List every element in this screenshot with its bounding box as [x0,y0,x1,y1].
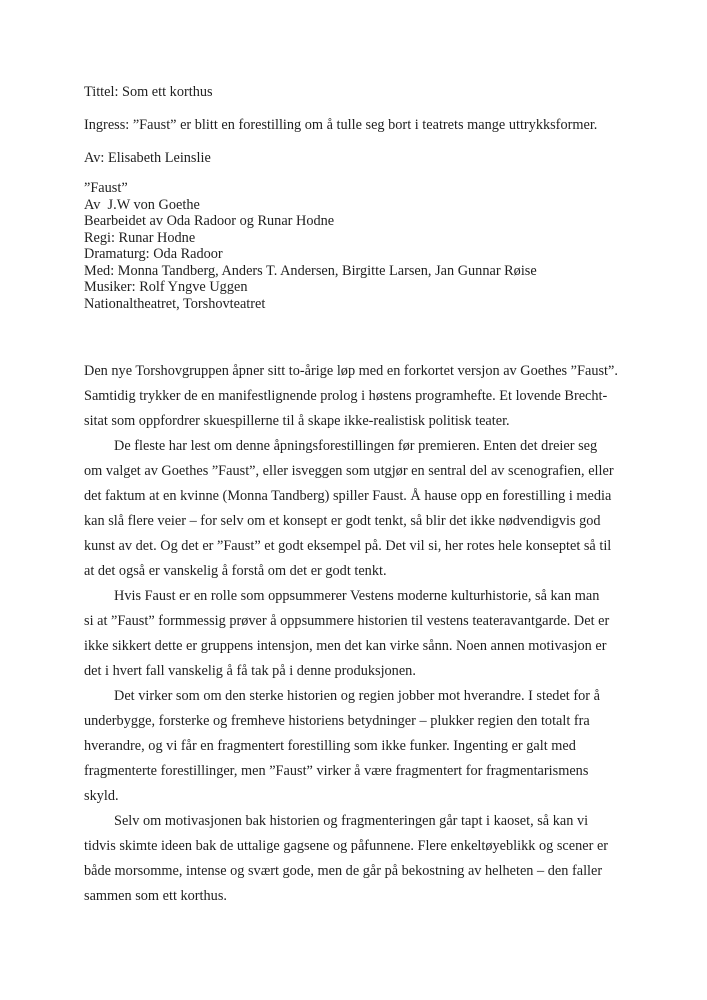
credit-line: Dramaturg: Oda Radoor [84,246,223,262]
text-line: kan slå flere veier – for selv om et konsept er godt tenkt, så blir det ikke nødvendigvis god [84,513,601,529]
article-body [84,359,647,909]
text-line: underbygge, forsterke og fremheve historiens betydninger – plukker regien den totalt fra [84,713,590,729]
text-line: Selv om motivasjonen bak historien og fragmenteringen går tapt i kaoset, så kan vi [114,813,589,829]
text-line: det faktum at en kvinne (Monna Tandberg) spiller Faust. Å hause opp en forestilling i media [84,488,612,504]
paragraph [84,434,647,584]
text-line: De fleste har lest om denne åpningsforestillingen før premieren. Enten det dreier seg [114,438,598,454]
text-line: Samtidig trykker de en manifestlignende prolog i høstens programhefte. Et lovende Brecht- [84,388,608,404]
text-line: ikke sikkert dette er gruppens intensjon, men det kan virke sånn. Noen annen motivasjon er [84,638,607,654]
paragraph [84,584,647,684]
credit-line: Regi: Runar Hodne [84,229,196,246]
text-line: sammen som ett korthus. [84,888,227,904]
credit-line: Med: Monna Tandberg, Anders T. Andersen, Birgitte Larsen, Jan Gunnar Røise [84,262,537,279]
credit-line: Bearbeidet av Oda Radoor og Runar Hodne [84,213,335,229]
text-line: Den nye Torshovgruppen åpner sitt to-årige løp med en forkortet versjon av Goethes ”Faust”. [84,363,618,379]
paragraph [84,359,647,434]
paragraph [84,809,647,909]
text-line: tidvis skimte ideen bak de uttalige gagsene og påfunnene. Flere enkeltøyeblikk og scener er [84,838,609,854]
credit-line: Nationaltheatret, Torshovteatret [84,295,266,312]
paragraph [84,684,647,809]
ingress-line: Ingress: ”Faust” er blitt en forestilling om å tulle seg bort i teatrets mange uttrykksformer. [84,117,598,133]
title-line: Tittel: Som ett korthus [84,84,213,100]
text-line: kunst av det. Og det er ”Faust” et godt eksempel på. Det vil si, her rotes hele konseptet så til [84,538,612,554]
credit-line: ”Faust” [84,180,128,196]
text-line: både morsomme, intense og svært gode, men de går på bekostning av helheten – den faller [84,863,603,879]
text-line: sitat som oppfordrer skuespillerne til å skape ikke-realistisk politisk teater. [84,413,510,429]
text-line: Det virker som om den sterke historien og regien jobber mot hverandre. I stedet for å [114,688,600,704]
text-line: om valget av Goethes ”Faust”, eller isveggen som utgjør en sentral del av scenografien, eller [84,463,614,479]
text-line: hverandre, og vi får en fragmentert forestilling som ikke funker. Ingenting er galt med [84,738,576,754]
text-line: skyld. [84,788,119,804]
byline: Av: Elisabeth Leinslie [84,150,211,166]
text-line: det i hvert fall vanskelig å få tak på i denne produksjonen. [84,663,416,679]
text-line: fragmenterte forestillinger, men ”Faust” virker å være fragmentert for fragmentarismens [84,763,589,779]
credits-block [84,180,647,312]
text-line: Hvis Faust er en rolle som oppsummerer Vestens moderne kulturhistorie, så kan man [114,588,600,604]
credit-line: Musiker: Rolf Yngve Uggen [84,279,248,295]
text-line: si at ”Faust” formmessig prøver å oppsummere historien til vestens teateravantgarde. Det er [84,613,610,629]
credit-line: Av J.W von Goethe [84,196,200,213]
text-line: at det også er vanskelig å forstå om det er godt tenkt. [84,563,387,579]
